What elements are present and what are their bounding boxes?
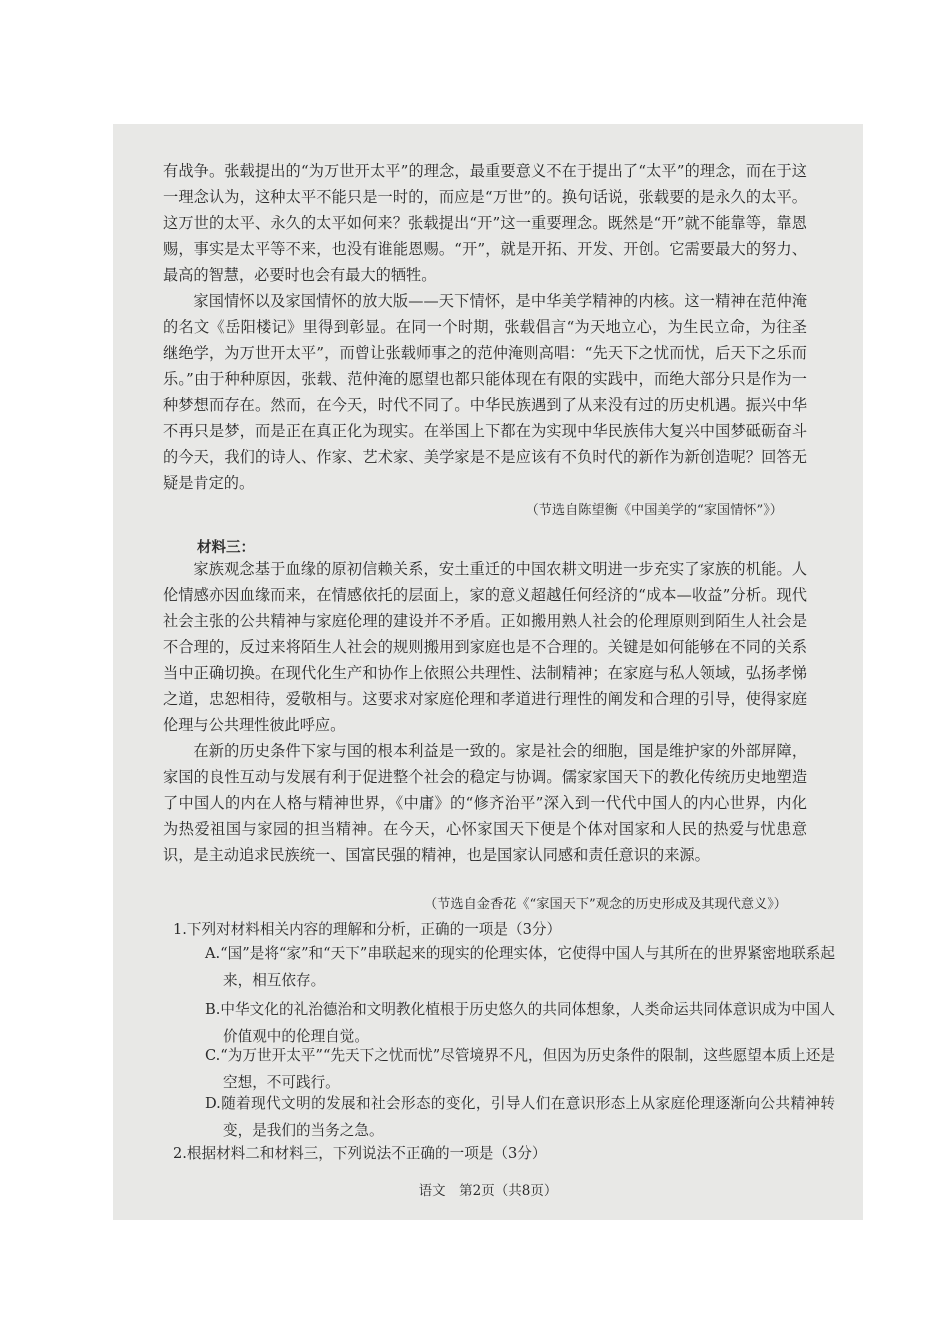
question-1-option-c: C.“为万世开太平”“先天下之忧而忧”尽管境界不凡，但因为历史条件的限制，这些愿望本质上还是空想，不可践行。 bbox=[205, 1047, 835, 1091]
material3-source: （节选自金香花《“家国天下”观念的历史形成及其现代意义》） bbox=[424, 897, 787, 912]
exam-page bbox=[113, 124, 863, 1220]
material2-paragraph-2: 家国情怀以及家国情怀的放大版——天下情怀，是中华美学精神的内核。这一精神在范仲淹的名文《岳阳楼记》里得到彰显。在同一个时期，张载倡言“为天地立心，为生民立命，为往圣继绝学，为万世开太平”，而曾让张载师事之的范仲淹则高唱：“先天下之忧而忧，后天下之乐而乐。”由于种种原因，张载、范仲淹的愿望也都只能体现在有限的实践中，而绝大部分只是作为一种梦想而存在。然而，在今天，时代不同了。中华民族遇到了从来没有过的历史机遇。振兴中华不再只是梦，而是正在真正化为现实。在举国上下都在为实现中华民族伟大复兴中国梦砥砺奋斗的今天，我们的诗人、作家、艺术家、美学家是不是应该有不负时代的新作为新创造呢？回答无疑是肯定的。 bbox=[163, 292, 807, 492]
material2-paragraph-1: 有战争。张载提出的“为万世开太平”的理念，最重要意义不在于提出了“太平”的理念，而在于这一理念认为，这种太平不能只是一时的，而应是“万世”的。换句话说，张载要的是永久的太平。这万世的太平、永久的太平如何来？张载提出“开”这一重要理念。既然是“开”就不能靠等，靠恩赐，事实是太平等不来，也没有谁能恩赐。“开”，就是开拓、开发、开创。它需要最大的努力、最高的智慧，必要时也会有最大的牺牲。 bbox=[163, 162, 807, 284]
question-2-stem: 2.根据材料二和材料三，下列说法不正确的一项是（3分） bbox=[173, 1145, 547, 1162]
question-1-option-a: A.“国”是将“家”和“天下”串联起来的现实的伦理实体，它使得中国人与其所在的世界紧密地联系起来，相互依存。 bbox=[205, 945, 835, 989]
question-1-stem: 1.下列对材料相关内容的理解和分析，正确的一项是（3分） bbox=[173, 921, 562, 938]
question-1-option-d: D.随着现代文明的发展和社会形态的变化，引导人们在意识形态上从家庭伦理逐渐向公共精神转变，是我们的当务之急。 bbox=[205, 1095, 835, 1139]
material3-paragraph-1: 家族观念基于血缘的原初信赖关系，安土重迁的中国农耕文明进一步充实了家族的机能。人伦情感亦因血缘而来，在情感依托的层面上，家的意义超越任何经济的“成本—收益”分析。现代社会主张的公共精神与家庭伦理的建设并不矛盾。正如搬用熟人社会的伦理原则到陌生人社会是不合理的，反过来将陌生人社会的规则搬用到家庭也是不合理的。关键是如何能够在不同的关系当中正确切换。在现代化生产和协作上依照公共理性、法制精神；在家庭与私人领域，弘扬孝悌之道，忠恕相待，爱敬相与。这要求对家庭伦理和孝道进行理性的阐发和合理的引导，使得家庭伦理与公共理性彼此呼应。 bbox=[163, 560, 807, 734]
question-1-option-b: B.中华文化的礼治德治和文明教化植根于历史悠久的共同体想象，人类命运共同体意识成为中国人价值观中的伦理自觉。 bbox=[205, 1001, 835, 1045]
material3-heading: 材料三： bbox=[197, 540, 255, 556]
material3-paragraph-2: 在新的历史条件下家与国的根本利益是一致的。家是社会的细胞，国是维护家的外部屏障，家国的良性互动与发展有利于促进整个社会的稳定与协调。儒家家国天下的教化传统历史地塑造了中国人的内在人格与精神世界，《中庸》的“修齐治平”深入到一代代中国人的内心世界，内化为热爱祖国与家园的担当精神。在今天，心怀家国天下便是个体对国家和人民的热爱与忧患意识，是主动追求民族统一、国富民强的精神，也是国家认同感和责任意识的来源。 bbox=[163, 742, 807, 864]
material2-source: （节选自陈望衡《中国美学的“家国情怀”》） bbox=[525, 503, 783, 518]
page-footer: 语文 第2页（共8页） bbox=[418, 1183, 558, 1199]
